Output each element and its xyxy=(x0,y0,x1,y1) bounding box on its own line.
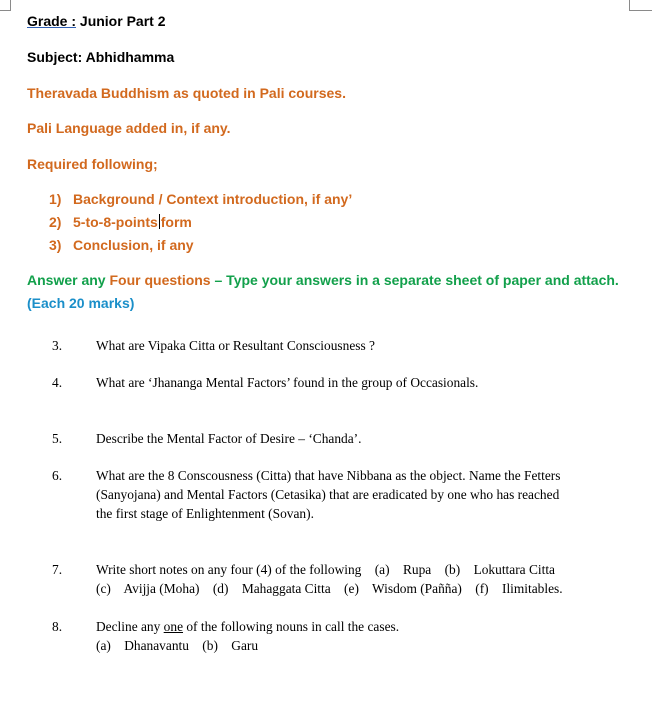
question-line-text: Decline any xyxy=(96,619,164,634)
question-line-text: Write short notes on any four (4) of the following xyxy=(96,562,362,577)
answer-instruction xyxy=(27,272,619,288)
question-line xyxy=(96,579,611,598)
option-label: (c) xyxy=(96,581,111,596)
question-line xyxy=(96,636,611,655)
required-item-3 xyxy=(49,237,194,253)
question-line: What are the 8 Conscousness (Citta) that have Nibbana as the object. Name the Fetters xyxy=(96,468,561,483)
question-text xyxy=(96,373,611,392)
question-number: 6. xyxy=(52,468,63,483)
question-text xyxy=(96,466,611,523)
option-label: (b) xyxy=(444,562,461,577)
answer-prefix: Answer any xyxy=(27,272,110,288)
option-text: Ilimitables. xyxy=(501,581,563,596)
question-text xyxy=(96,617,611,655)
required-heading: Required following; xyxy=(27,156,158,172)
required-item-text: form xyxy=(160,214,192,230)
question-line: What are Vipaka Citta or Resultant Consciousness ? xyxy=(96,338,375,353)
option-text: Dhanavantu xyxy=(124,638,189,653)
option-text: Wisdom (Pañña) xyxy=(372,581,462,596)
text-cursor xyxy=(159,214,160,229)
page-corner-mark-right xyxy=(629,0,652,11)
page-corner-mark-left xyxy=(0,0,11,11)
option-label: (d) xyxy=(212,581,229,596)
question-text xyxy=(96,560,611,598)
option-text: Mahaggata Citta xyxy=(241,581,331,596)
option-text: Avijja (Moha) xyxy=(123,581,200,596)
option-text: Garu xyxy=(231,638,259,653)
grade-line xyxy=(27,13,166,29)
required-item-number: 1) xyxy=(49,191,62,207)
question-number: 5. xyxy=(52,431,63,446)
question-line-text: of the following nouns in call the cases. xyxy=(183,619,400,634)
option-text: Lokuttara Citta xyxy=(473,562,555,577)
grade-value: Junior Part 2 xyxy=(79,13,166,29)
question-line: the first stage of Enlightenment (Sovan). xyxy=(96,506,314,521)
question-line: Describe the Mental Factor of Desire – ‘Chanda’. xyxy=(96,431,362,446)
required-item-text: Background / Context introduction, if any’ xyxy=(73,191,353,207)
required-item-2 xyxy=(49,214,192,230)
required-item-number: 2) xyxy=(49,214,62,230)
question-line: What are ‘Jhananga Mental Factors’ found in the group of Occasionals. xyxy=(96,375,479,390)
required-item-1 xyxy=(49,191,352,207)
required-item-text: 5-to-8-points xyxy=(73,214,158,230)
option-label: (f) xyxy=(475,581,489,596)
option-label: (e) xyxy=(344,581,359,596)
theravada-line: Theravada Buddhism as quoted in Pali courses. xyxy=(27,85,346,101)
answer-four: Four questions xyxy=(109,272,211,288)
question-line xyxy=(96,617,611,636)
option-label: (a) xyxy=(96,638,111,653)
pali-line: Pali Language added in, if any. xyxy=(27,120,231,136)
subject-line: Subject: Abhidhamma xyxy=(27,49,175,65)
question-number: 3. xyxy=(52,338,63,353)
question-line xyxy=(96,560,611,579)
option-text: Rupa xyxy=(402,562,432,577)
marks-note: (Each 20 marks) xyxy=(27,295,135,311)
option-label: (b) xyxy=(202,638,218,653)
answer-rest: – Type your answers in a separate sheet of paper and attach. xyxy=(210,272,619,288)
question-number: 4. xyxy=(52,375,63,390)
question-number: 8. xyxy=(52,619,63,634)
question-text xyxy=(96,336,611,355)
option-label: (a) xyxy=(374,562,390,577)
question-text xyxy=(96,429,611,448)
grade-label: Grade : xyxy=(27,13,77,29)
underlined-word: one xyxy=(163,619,184,634)
required-item-text: Conclusion, if any xyxy=(73,237,194,253)
question-line: (Sanyojana) and Mental Factors (Cetasika) that are eradicated by one who has reached xyxy=(96,487,560,502)
required-item-number: 3) xyxy=(49,237,62,253)
question-number: 7. xyxy=(52,562,63,577)
